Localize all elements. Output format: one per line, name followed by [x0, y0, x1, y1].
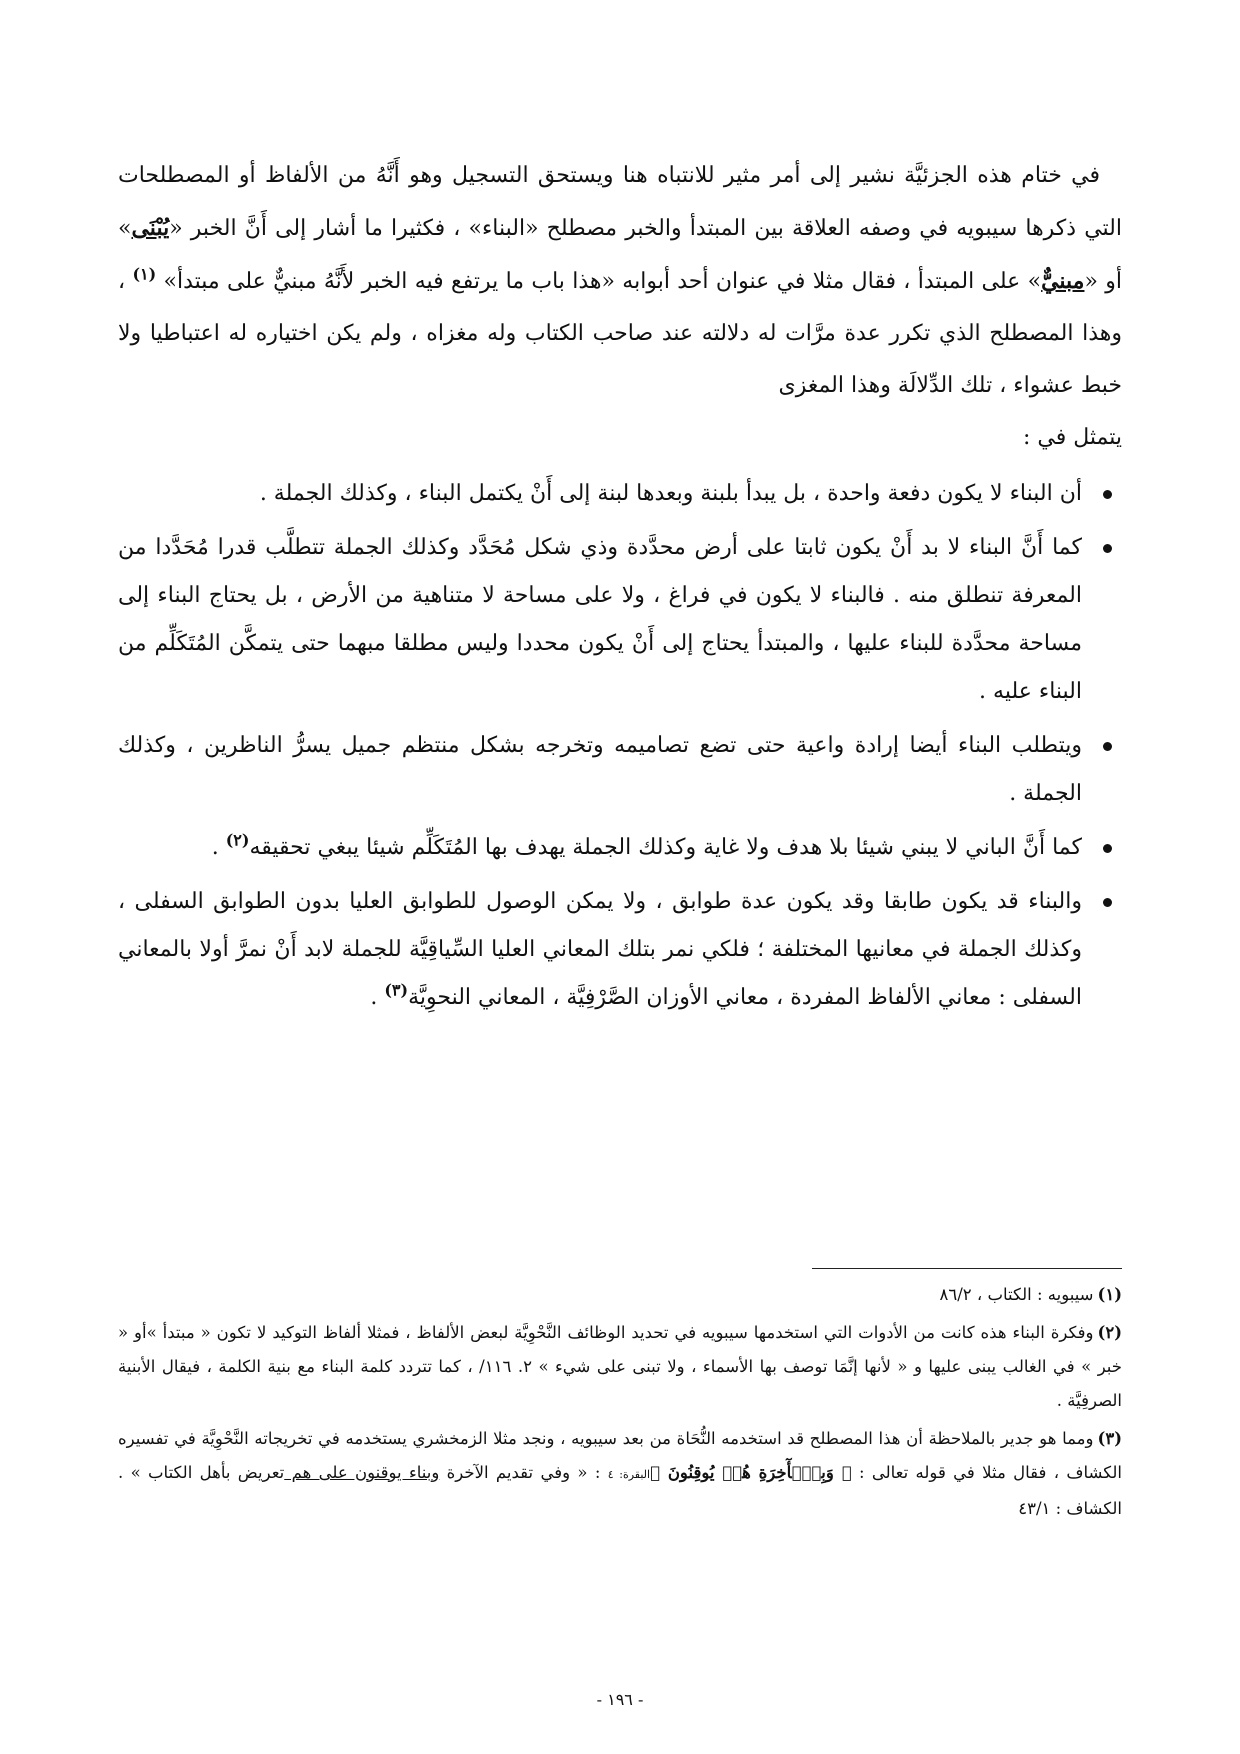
footnote-text: سيبويه : الكتاب ، ٨٦/٢ — [939, 1285, 1094, 1304]
footnote-ref-3: (٣) — [384, 980, 409, 1000]
list-item — [118, 824, 1082, 872]
list-item — [118, 878, 1082, 1022]
list-item — [118, 470, 1082, 518]
list-item-text: كما أَنَّ الباني لا يبني شيئا بلا هدف ولا غاية وكذلك الجملة يهدف بها المُتَكَلِّم شيئا يبغي تحقيقه — [249, 835, 1082, 860]
list-item-text: ويتطلب البناء أيضا إرادة واعية حتى تضع تصاميمه وتخرجه بشكل منتظم جميل يسرُّ الناظرين ، وكذلك الجملة . — [118, 733, 1082, 806]
bullet-icon — [1103, 490, 1112, 499]
footnote-underlined: وبناء يوقنون على هم — [284, 1463, 440, 1482]
list-item-text: والبناء قد يكون طابقا وقد يكون عدة طوابق ، ولا يمكن الوصول للطوابق العليا بدون الطوابق السفلى ، وكذلك الجملة في معانيها المختلفة ؛ فلكي نمر بتلك المعاني العليا السِّياقِيَّة للجملة لابد أَنْ نمرَّ أولا بالمعاني السفلى : معاني الألفاظ المفردة ، معاني الأوزان الصَّرْفِيَّة ، المعاني النحوِيَّة — [118, 889, 1083, 1010]
quran-source: البقرة: ٤ — [607, 1468, 651, 1481]
footnotes — [118, 1278, 1122, 1530]
intro-tail: يتمثل في : — [1022, 425, 1122, 450]
list-item-text: كما أَنَّ البناء لا بد أَنْ يكون ثابتا على أرض محدَّدة وذي شكل مُحَدَّد وكذلك الجملة تتطلَّب قدرا مُحَدَّدا من المعرفة تنطلق منه . فالبناء لا يكون في فراغ ، ولا على مساحة لا متناهية من الأرض ، بل يحتاج البناء إلى مساحة محدَّدة للبناء عليها ، والمبتدأ يحتاج إلى أَنْ يكون محددا وليس مطلقا مبهما حتى يتمكَّن المُتَكَلِّم من البناء عليه . — [118, 535, 1082, 704]
footnote-number: (٢) — [1097, 1323, 1122, 1342]
page-body — [0, 150, 1240, 1028]
footnote-ref-1: (١) — [132, 264, 157, 284]
bullet-icon — [1103, 898, 1112, 907]
footnote-text-c: تعريض بأهل الكتاب » . الكشاف : ٤٣/١ — [118, 1463, 1122, 1518]
footnote-divider — [812, 1268, 1122, 1269]
intro-text-3: » على المبتدأ ، فقال مثلا في عنوان أحد أبوابه «هذا باب ما يرتفع فيه الخبر لأَنَّهُ مبنيٌّ على مبتدأ» — [163, 269, 1042, 294]
footnote-number: (١) — [1097, 1285, 1122, 1304]
intro-text-1: في ختام هذه الجزئيَّة نشير إلى أمر مثير للانتباه هنا ويستحق التسجيل وهو أَنَّهُ من الألفاظ أو المصطلحات التي ذكرها سيبويه في وصفه العلاقة بين المبتدأ والخبر مصطلح «البناء» ، فكثيرا ما أشار إلى أَنَّ الخبر « — [118, 163, 1122, 241]
footnote-text-b: : « وفي تقديم الآخرة — [439, 1463, 608, 1482]
footnote-text: وفكرة البناء هذه كانت من الأدوات التي استخدمها سيبويه في تحديد الوظائف النَّحْوِيَّة لبعض الألفاظ ، فمثلا ألفاظ التوكيد لا تكون « مبتدأ »أو « خبر » في الغالب يبنى عليها و « لأنها إنَّمَا توصف بها الأسماء ، ولا تبنى على شيء » ٢. ١١٦/ ، كما تتردد كلمة البناء مع بنية الكلمة ، فيقال الأبنية الصرفِيَّة . — [118, 1323, 1122, 1410]
footnote-text: ومما هو جدير بالملاحظة أن هذا المصطلح قد استخدمه النُّحَاة من بعد سيبويه ، ونجد مثلا الزمخشري يستخدمه في تخريجاته النَّحْوِيَّة في تفسيره الكشاف ، فقال مثلا في قوله تعالى : — [118, 1429, 1122, 1482]
list-item — [118, 722, 1082, 818]
page-number: - ١٩٦ - — [596, 1690, 644, 1709]
term-yubna: يُبْنَى — [131, 215, 170, 241]
footnote-number: (٣) — [1097, 1429, 1122, 1448]
term-mabni: مبنيٌّ — [1041, 268, 1085, 294]
footnote-ref-2: (٢) — [225, 830, 250, 850]
bullet-icon — [1103, 742, 1112, 751]
footnote-1 — [118, 1278, 1122, 1312]
bullet-icon — [1103, 844, 1112, 853]
bullet-icon — [1103, 544, 1112, 553]
list-item-end: . — [370, 985, 385, 1010]
footnote-2 — [118, 1316, 1122, 1418]
bullet-list — [118, 470, 1122, 1022]
list-item-text: أن البناء لا يكون دفعة واحدة ، بل يبدأ بلبنة وبعدها لبنة إلى أَنْ يكتمل البناء ، وكذلك الجملة . — [259, 481, 1082, 506]
quran-verse: ﴿ وَبِٱلۡأٓخِرَةِ هُمۡ يُوقِنُونَ ﴾ — [650, 1463, 852, 1482]
intro-text-2: » أو « — [118, 216, 1122, 294]
list-item — [118, 524, 1082, 716]
intro-text-4: ، وهذا المصطلح الذي تكرر عدة مرَّات له دلالته عند صاحب الكتاب وله مغزاه ، ولم يكن اختياره له اعتباطيا ولا خبط عشواء ، تلك الدِّلالَة وهذا المغزى — [118, 269, 1122, 398]
intro-paragraph — [118, 150, 1122, 412]
footnote-3 — [118, 1422, 1122, 1526]
list-item-end: . — [211, 835, 226, 860]
